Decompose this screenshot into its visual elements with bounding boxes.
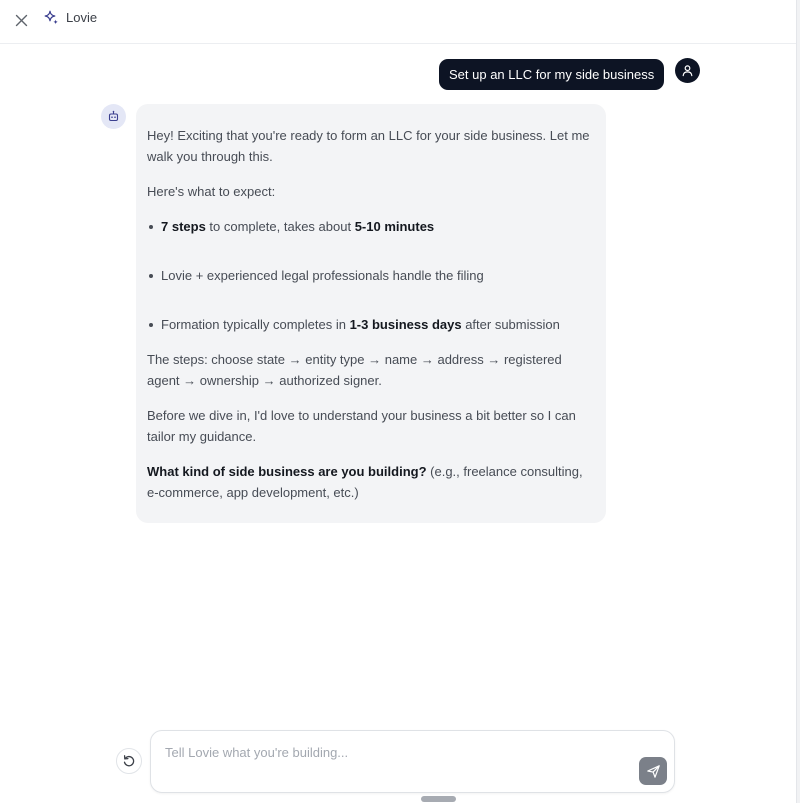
- bullet-bold: 1-3 business days: [349, 317, 462, 332]
- list-item: [147, 265, 595, 286]
- user-icon: [681, 64, 694, 77]
- user-message-bubble: Set up an LLC for my side business: [439, 59, 664, 90]
- brand: [44, 10, 97, 25]
- list-item: [147, 314, 595, 335]
- assistant-message-bubble: [136, 104, 606, 523]
- assistant-question: [147, 461, 595, 503]
- bullet-text: to complete, takes about: [205, 219, 355, 234]
- assistant-intro: Hey! Exciting that you're ready to form an LLC for your side business. Let me walk you through this.: [147, 128, 590, 164]
- message-composer: [150, 730, 675, 793]
- question-bold: What kind of side business are you building?: [147, 464, 427, 479]
- bullet-bold: 7 steps: [161, 219, 206, 234]
- bot-avatar: [101, 104, 126, 129]
- close-icon: [15, 14, 28, 27]
- assistant-expect: Here's what to expect:: [147, 184, 276, 199]
- user-message-row: [439, 59, 700, 90]
- bullet-bold: 5-10 minutes: [354, 219, 435, 234]
- question-examples: (e.g., freelance consulting, e-commerce, app development, etc.): [147, 464, 583, 500]
- bullet-text: Lovie + experienced legal professionals handle the filing: [161, 268, 484, 283]
- assistant-steps: The steps: choose state → entity type → name → address → registered agent → ownership → authorized signer.: [147, 352, 562, 388]
- refresh-button[interactable]: [116, 748, 142, 774]
- send-button[interactable]: [639, 757, 667, 785]
- user-avatar: [675, 58, 700, 83]
- scrollbar-track[interactable]: [796, 0, 800, 803]
- bullet-text: Formation typically completes in: [161, 317, 350, 332]
- send-icon: [646, 764, 661, 779]
- brand-name: Lovie: [66, 10, 98, 25]
- expectations-list: [147, 216, 595, 335]
- bullet-text: after submission: [461, 317, 560, 332]
- close-button[interactable]: [10, 9, 32, 31]
- robot-icon: [107, 110, 120, 123]
- message-input[interactable]: [165, 742, 625, 762]
- assistant-understand: Before we dive in, I'd love to understand your business a bit better so I can tailor my guidance.: [147, 408, 576, 444]
- list-item: [147, 216, 595, 237]
- drag-handle[interactable]: [421, 796, 456, 802]
- sparkle-icon: [44, 10, 59, 25]
- refresh-icon: [122, 754, 136, 768]
- top-bar: [0, 0, 796, 44]
